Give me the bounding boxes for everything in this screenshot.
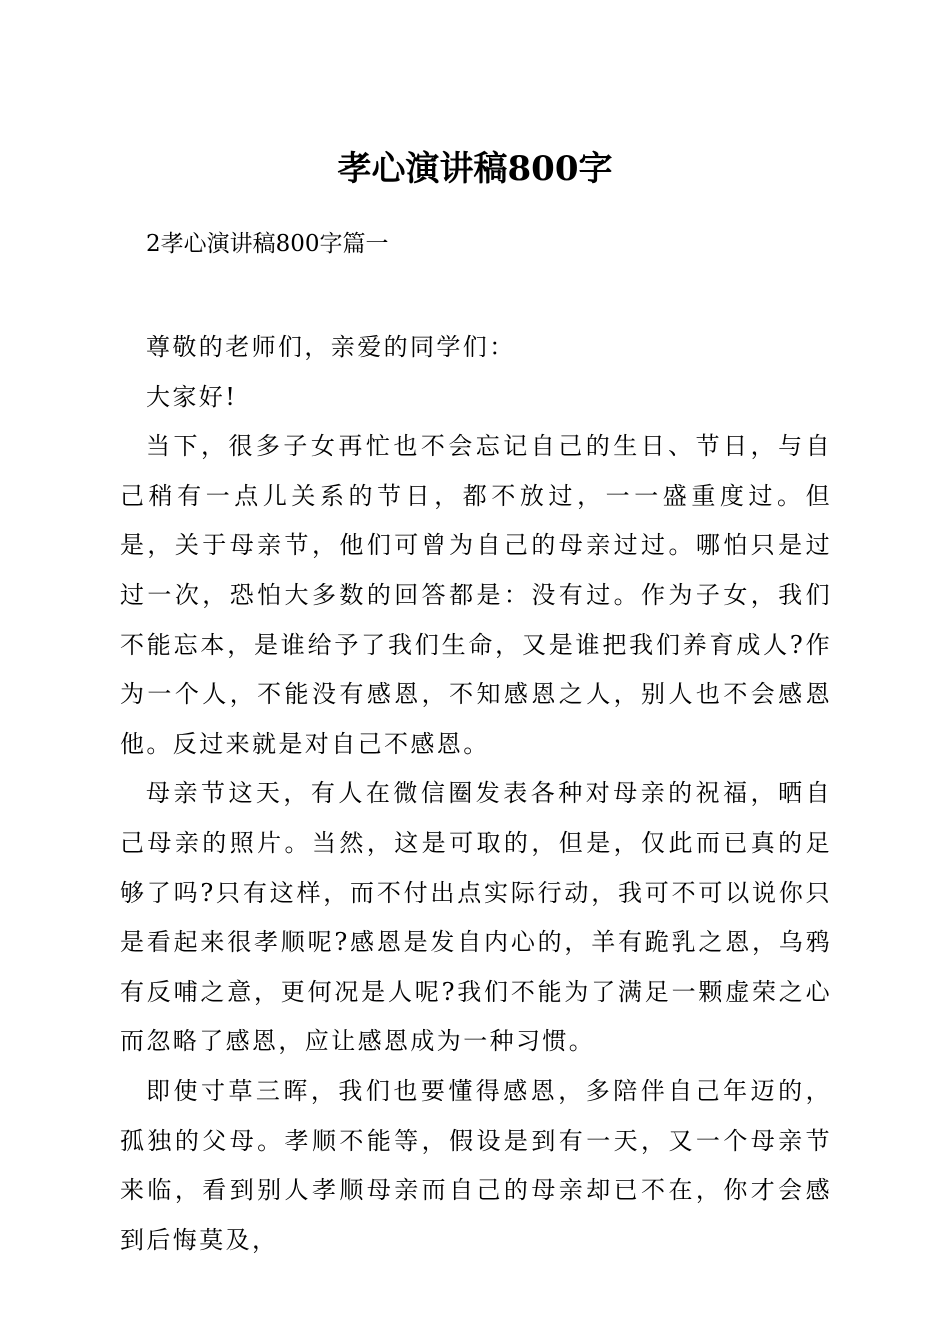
document-body xyxy=(120,323,832,1265)
document-title: 孝心演讲稿800字 xyxy=(337,149,613,189)
paragraph-body-1: 当下，很多子女再忙也不会忘记自己的生日、节日，与自己稍有一点儿关系的节日，都不放过，一一盛重度过。但是，关于母亲节，他们可曾为自己的母亲过过。哪怕只是过过一次，恐怕大多数的回答都是：没有过。作为子女，我们不能忘本，是谁给予了我们生命，又是谁把我们养育成人?作为一个人，不能没有感恩，不知感恩之人，别人也不会感恩他。反过来就是对自己不感恩。 xyxy=(120,432,832,758)
paragraph-body-3: 即使寸草三晖，我们也要懂得感恩，多陪伴自己年迈的，孤独的父母。孝顺不能等，假设是到有一天，又一个母亲节来临，看到别人孝顺母亲而自己的母亲却已不在，你才会感到后悔莫及， xyxy=(120,1076,832,1254)
paragraph-body-2: 母亲节这天，有人在微信圈发表各种对母亲的祝福，晒自己母亲的照片。当然，这是可取的，但是，仅此而已真的足够了吗?只有这样，而不付出点实际行动，我可不可以说你只是看起来很孝顺呢?感恩是发自内心的，羊有跪乳之恩，乌鸦有反哺之意，更何况是人呢?我们不能为了满足一颗虚荣之心而忽略了感恩，应让感恩成为一种习惯。 xyxy=(120,779,832,1056)
section-heading: 2孝心演讲稿800字篇一 xyxy=(146,231,389,257)
paragraph-salutation: 尊敬的老师们，亲爱的同学们： xyxy=(146,333,516,361)
paragraph-greeting: 大家好! xyxy=(146,382,238,411)
